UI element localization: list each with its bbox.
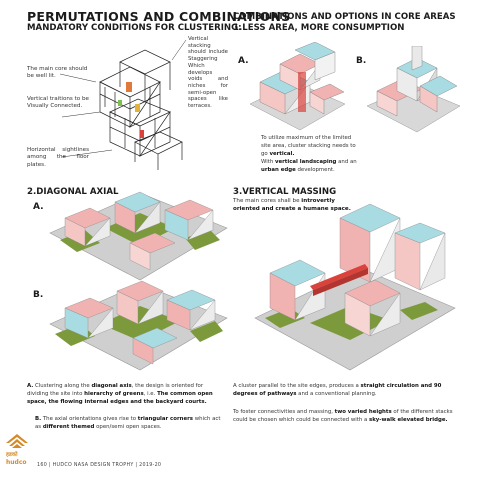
less-area-bold-2: vertical landscaping	[274, 159, 337, 165]
less-area-text-2: With	[261, 159, 274, 165]
diagonal-figure-b	[45, 276, 230, 374]
diagonal-para-a-bold-2: hierarchy of greens	[84, 391, 144, 397]
less-area-text-1: To utilize maximum of the limited site area, cluster stacking needs to go	[261, 135, 356, 157]
diagonal-para-b-1: The axial orientations gives rise to	[42, 416, 137, 422]
diagonal-label-a: A.	[33, 202, 44, 212]
diagonal-para-a-bold-1: diagonal axis	[91, 383, 132, 389]
diagonal-para-b	[35, 415, 225, 431]
diagonal-para-a-label: A.	[27, 383, 34, 389]
footer-text: 160 | HUDCO NASA DESIGN TROPHY | 2019-20	[37, 463, 162, 468]
logo-hindi: हडको	[6, 452, 18, 458]
page-subtitle: MANDATORY CONDITIONS FOR CLUSTERING:	[27, 23, 242, 33]
vertical-para-1	[233, 382, 463, 398]
note-horizontal-sightlines: Horizontal sightlines among the floor plates.	[27, 147, 89, 168]
diagonal-para-b-3: open/semi open spaces.	[96, 424, 162, 430]
note-core-lit: The main core should be well lit.	[27, 66, 88, 80]
less-area-figure-a	[240, 42, 350, 134]
vertical-para2-1: To foster connectivities and massing,	[233, 409, 333, 415]
diagonal-para-b-2: which act as	[35, 416, 221, 430]
vertical-para2-2: of the different stacks could be chosen which could be connected with a	[233, 409, 453, 423]
diagonal-para-b-bold-1: triangular corners	[137, 416, 193, 422]
less-area-label-b: B.	[356, 56, 367, 66]
vertical-heading: 3.VERTICAL MASSING	[233, 187, 337, 197]
vertical-para2-bold-1: two varied heights	[334, 409, 392, 415]
hudco-logo-icon	[6, 434, 28, 452]
less-area-bold-1: vertical.	[269, 151, 295, 157]
vertical-intro-1: The main cores shall be	[233, 198, 300, 204]
vertical-para1-2: and a conventional planning.	[298, 391, 377, 397]
right-subtitle: 1.LESS AREA, MORE CONSUMPTION	[233, 23, 405, 33]
wireframe-cluster-figure	[90, 42, 188, 172]
diagonal-heading: 2.DIAGONAL AXIAL	[27, 187, 119, 197]
right-title: COMBINATIONS AND OPTIONS IN CORE AREAS	[233, 12, 456, 22]
diagonal-para-a-2: , the design is oriented for dividing the site into	[27, 383, 204, 397]
vertical-para-2	[233, 408, 463, 424]
less-area-text-3: and an	[338, 159, 357, 165]
less-area-text-4: development.	[297, 167, 335, 173]
diagonal-para-a	[27, 382, 224, 406]
vertical-para2-bold-2: sky-walk elevated bridge.	[369, 417, 448, 423]
vertical-massing-figure	[250, 198, 460, 376]
diagonal-para-a-3: , i.e.	[143, 391, 156, 397]
note-vertical-stacking: Vertical stacking should include Staggering Which develops voids and niches for semi-open spaces like terraces.	[188, 36, 228, 110]
vertical-intro-bold: introvertly oriented and create a humane space.	[233, 198, 351, 212]
vertical-para1-1: A cluster parallel to the site edges, produces a	[233, 383, 359, 389]
diagonal-para-a-1: Clustering along the	[35, 383, 90, 389]
less-area-bold-3: urban edge	[261, 167, 296, 173]
vertical-para1-bold: straight circulation and 90 degrees of pathways	[233, 383, 442, 397]
less-area-figure-b	[362, 46, 462, 134]
diagonal-para-a-bold-3: The common open space, the flowing internal edges and the backyard courts.	[27, 391, 213, 405]
less-area-label-a: A.	[238, 56, 249, 66]
logo-text: hudco	[6, 459, 27, 466]
note-vertical-transitions: Vertical traitions to be Visually Connected.	[27, 96, 89, 110]
diagonal-para-b-bold-2: different themed	[42, 424, 95, 430]
diagonal-label-b: B.	[33, 290, 44, 300]
diagonal-figure-a	[45, 188, 230, 284]
page-title: PERMUTATIONS AND COMBINATIONS	[27, 9, 291, 24]
less-area-text	[261, 134, 361, 174]
diagonal-para-b-label: B.	[35, 416, 42, 422]
